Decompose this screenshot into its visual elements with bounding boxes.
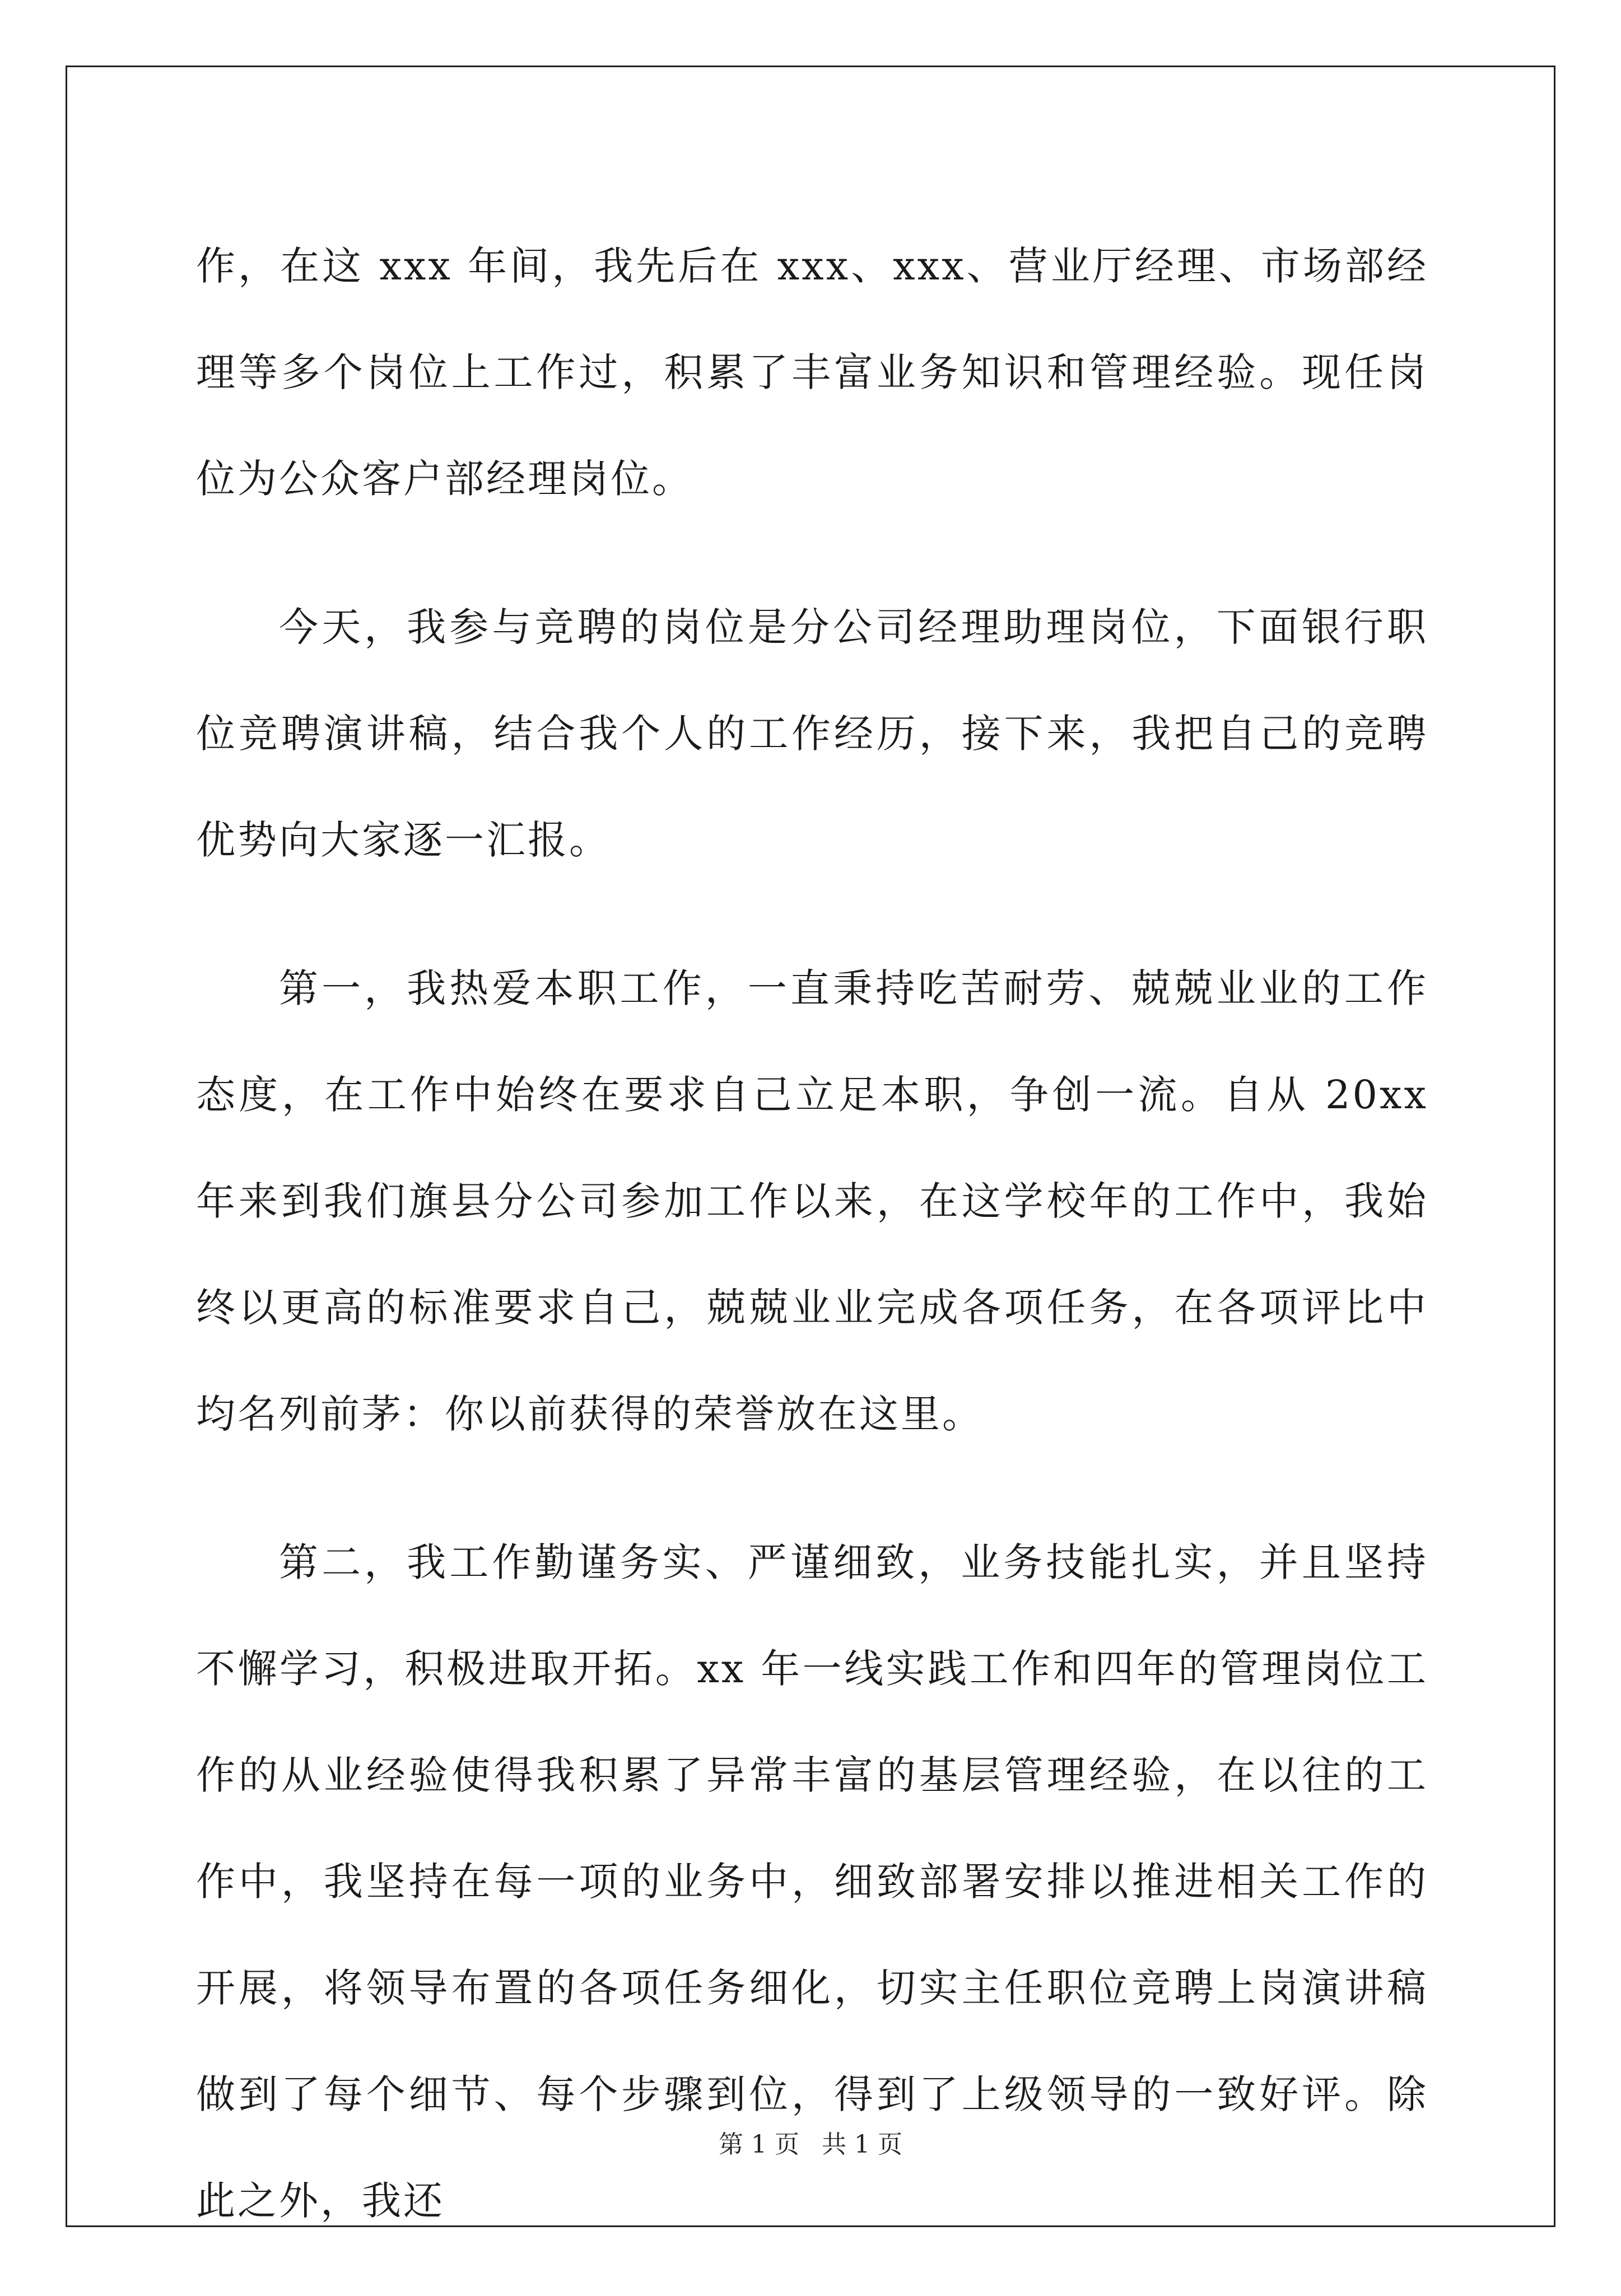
page-number-current: 第 1 页 — [719, 2130, 799, 2159]
paragraph-1: 作，在这 xxx 年间，我先后在 xxx、xxx、营业厅经理、市场部经理等多个岗位上工作过，积累了丰富业务知识和管理经验。现任岗位为公众客户部经理岗位。 — [196, 243, 1428, 502]
paragraph-3: 第一，我热爱本职工作，一直秉持吃苦耐劳、兢兢业业的工作态度，在工作中始终在要求自己立足本职，争创一流。自从 20xx 年来到我们旗县分公司参加工作以来，在这学校年的工作中，我始终以更高的标准要求自己，兢兢业业完成各项任务，在各项评比中均名列前茅：你以前获得的荣誉放在这里。 — [196, 965, 1428, 1437]
page-footer — [0, 2128, 1621, 2162]
page-number-total: 共 1 页 — [822, 2130, 902, 2159]
document-body — [196, 213, 1428, 2296]
paragraph-2: 今天，我参与竞聘的岗位是分公司经理助理岗位，下面银行职位竞聘演讲稿，结合我个人的工作经历，接下来，我把自己的竞聘优势向大家逐一汇报。 — [196, 604, 1428, 863]
paragraph-4: 第二，我工作勤谨务实、严谨细致，业务技能扎实，并且坚持不懈学习，积极进取开拓。xx 年一线实践工作和四年的管理岗位工作的从业经验使得我积累了异常丰富的基层管理经验，在以往的工作中，我坚持在每一项的业务中，细致部署安排以推进相关工作的开展，将领导布置的各项任务细化，切实主任职位竞聘上岗演讲稿做到了每个细节、每个步骤到位，得到了上级领导的一致好评。除此之外，我还 — [196, 1539, 1428, 2224]
